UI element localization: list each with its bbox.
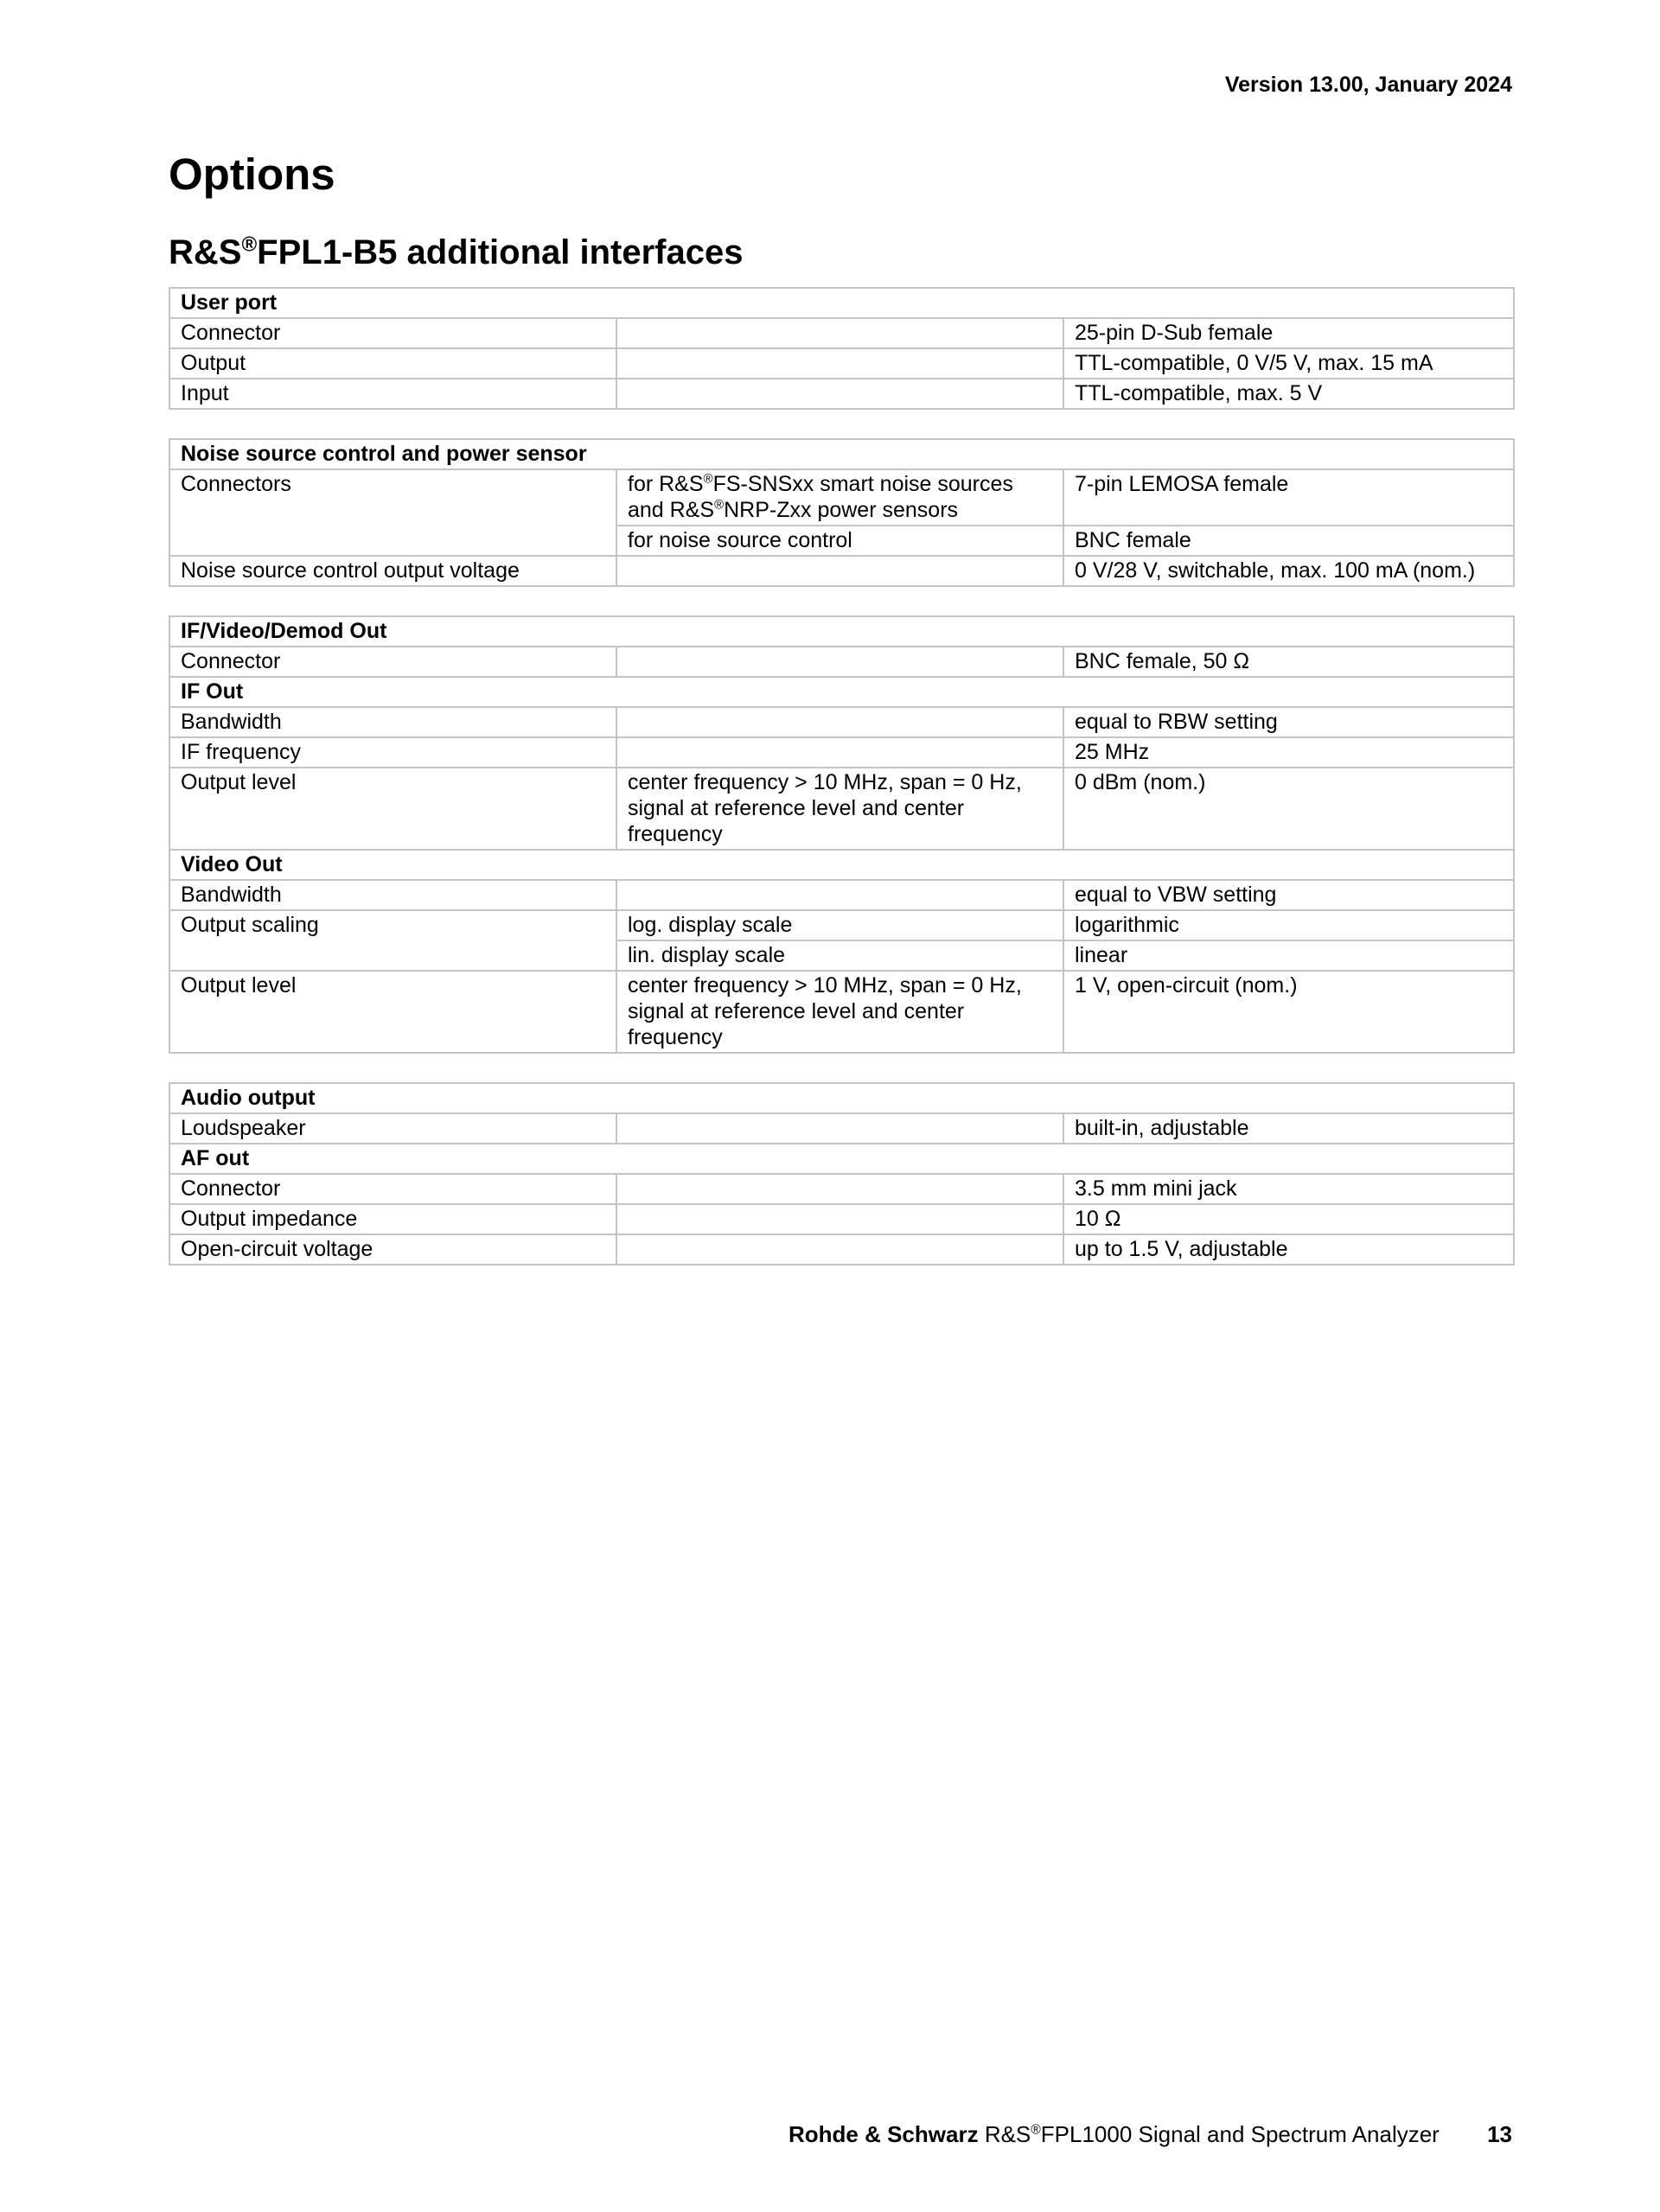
table-section-row <box>169 850 1514 880</box>
table-row <box>169 707 1514 737</box>
spec-table <box>169 615 1515 1054</box>
value-cell: 7-pin LEMOSA female <box>1063 469 1514 526</box>
table-section-row <box>169 1083 1514 1113</box>
table-row <box>169 971 1514 1053</box>
parameter-cell: Output scaling <box>169 910 616 971</box>
value-cell: equal to RBW setting <box>1063 707 1514 737</box>
registered-mark: ® <box>241 233 258 257</box>
table-row <box>169 1204 1514 1234</box>
condition-cell: center frequency > 10 MHz, span = 0 Hz, signal at reference level and center frequency <box>616 768 1063 850</box>
condition-cell: lin. display scale <box>616 940 1063 971</box>
section-title <box>169 233 743 272</box>
condition-cell <box>616 348 1063 379</box>
value-cell: logarithmic <box>1063 910 1514 940</box>
footer-registered-mark: ® <box>1031 2122 1041 2138</box>
value-cell: TTL-compatible, max. 5 V <box>1063 379 1514 409</box>
table-row <box>169 379 1514 409</box>
parameter-cell: Connector <box>169 1174 616 1204</box>
footer-product-rest: FPL1000 Signal and Spectrum Analyzer <box>1040 2121 1440 2147</box>
parameter-cell: Output impedance <box>169 1204 616 1234</box>
value-cell: 0 dBm (nom.) <box>1063 768 1514 850</box>
parameter-cell: IF frequency <box>169 737 616 768</box>
parameter-cell: Bandwidth <box>169 707 616 737</box>
condition-cell <box>616 556 1063 586</box>
condition-cell <box>616 737 1063 768</box>
table-row <box>169 556 1514 586</box>
condition-cell <box>616 880 1063 910</box>
value-cell: 10 Ω <box>1063 1204 1514 1234</box>
table-row <box>169 1234 1514 1265</box>
section-heading: User port <box>169 288 1514 318</box>
table-section-row <box>169 616 1514 647</box>
parameter-cell: Input <box>169 379 616 409</box>
table-row <box>169 880 1514 910</box>
section-heading: Audio output <box>169 1083 1514 1113</box>
parameter-cell: Connector <box>169 318 616 348</box>
spec-table <box>169 1082 1515 1265</box>
value-cell: 25 MHz <box>1063 737 1514 768</box>
value-cell: built-in, adjustable <box>1063 1113 1514 1144</box>
condition-cell: for noise source control <box>616 526 1063 556</box>
section-heading: AF out <box>169 1144 1514 1174</box>
parameter-cell: Bandwidth <box>169 880 616 910</box>
version-label: Version 13.00, January 2024 <box>1224 73 1512 97</box>
section-heading: IF/Video/Demod Out <box>169 616 1514 647</box>
condition-cell <box>616 1174 1063 1204</box>
table-section-row <box>169 439 1514 469</box>
spec-table <box>169 438 1515 587</box>
section-title-rest: FPL1-B5 additional interfaces <box>257 233 744 271</box>
registered-mark: ® <box>703 471 713 487</box>
value-cell: TTL-compatible, 0 V/5 V, max. 15 mA <box>1063 348 1514 379</box>
value-cell: 3.5 mm mini jack <box>1063 1174 1514 1204</box>
footer-brand: Rohde & Schwarz <box>788 2121 979 2147</box>
parameter-cell: Output <box>169 348 616 379</box>
table-section-row <box>169 288 1514 318</box>
section-heading: IF Out <box>169 677 1514 707</box>
table-row <box>169 469 1514 526</box>
parameter-cell: Connectors <box>169 469 616 556</box>
table-row <box>169 318 1514 348</box>
table-row <box>169 348 1514 379</box>
value-cell: 0 V/28 V, switchable, max. 100 mA (nom.) <box>1063 556 1514 586</box>
table-row <box>169 768 1514 850</box>
value-cell: equal to VBW setting <box>1063 880 1514 910</box>
condition-cell <box>616 318 1063 348</box>
value-cell: BNC female <box>1063 526 1514 556</box>
condition-cell: for R&S®FS-SNSxx smart noise sources and R&S®NRP-Zxx power sensors <box>616 469 1063 526</box>
spec-tables <box>169 287 1513 1294</box>
parameter-cell: Output level <box>169 768 616 850</box>
condition-cell <box>616 379 1063 409</box>
value-cell: 25-pin D-Sub female <box>1063 318 1514 348</box>
condition-cell <box>616 647 1063 677</box>
spec-table <box>169 287 1515 410</box>
condition-cell <box>616 1113 1063 1144</box>
condition-cell <box>616 707 1063 737</box>
footer-product <box>985 2121 1440 2147</box>
table-row <box>169 1174 1514 1204</box>
condition-cell <box>616 1204 1063 1234</box>
table-section-row <box>169 1144 1514 1174</box>
parameter-cell: Loudspeaker <box>169 1113 616 1144</box>
parameter-cell: Connector <box>169 647 616 677</box>
value-cell: BNC female, 50 Ω <box>1063 647 1514 677</box>
table-row <box>169 647 1514 677</box>
condition-cell: log. display scale <box>616 910 1063 940</box>
table-row <box>169 737 1514 768</box>
registered-mark: ® <box>714 497 725 513</box>
section-title-prefix: R&S <box>169 233 242 271</box>
section-heading: Video Out <box>169 850 1514 880</box>
value-cell: up to 1.5 V, adjustable <box>1063 1234 1514 1265</box>
value-cell: 1 V, open-circuit (nom.) <box>1063 971 1514 1053</box>
condition-cell: center frequency > 10 MHz, span = 0 Hz, signal at reference level and center frequency <box>616 971 1063 1053</box>
condition-cell <box>616 1234 1063 1265</box>
value-cell: linear <box>1063 940 1514 971</box>
table-row <box>169 1113 1514 1144</box>
page-number: 13 <box>1487 2121 1512 2147</box>
table-section-row <box>169 677 1514 707</box>
page-title: Options <box>169 150 335 199</box>
footer-product-prefix: R&S <box>984 2121 1031 2147</box>
page-footer <box>788 2121 1512 2148</box>
parameter-cell: Open-circuit voltage <box>169 1234 616 1265</box>
parameter-cell: Noise source control output voltage <box>169 556 616 586</box>
parameter-cell: Output level <box>169 971 616 1053</box>
section-heading: Noise source control and power sensor <box>169 439 1514 469</box>
table-row <box>169 910 1514 940</box>
